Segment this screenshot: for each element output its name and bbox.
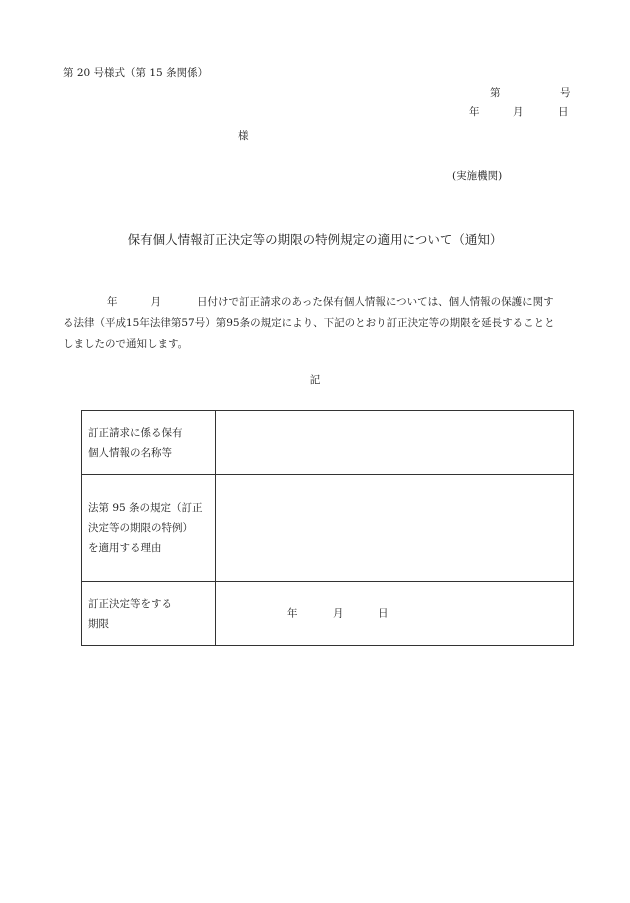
detail-table — [81, 410, 574, 646]
row-value-cell — [216, 411, 574, 475]
issuing-agency: (実施機関) — [452, 170, 503, 182]
body-line-2: る法律（平成15年法律第57号）第95条の規定により、下記のとおり訂正決定等の期限を延長することと — [63, 317, 555, 329]
table-row — [82, 475, 574, 582]
row-label: 法第 95 条の規定（訂正 決定等の期限の特例） を適用する理由 — [88, 502, 203, 554]
row-label: 訂正請求に係る保有 個人情報の名称等 — [88, 426, 183, 459]
ki-marker: 記 — [309, 374, 321, 386]
body-line-3: しましたので通知します。 — [63, 338, 189, 350]
table-row — [82, 582, 574, 646]
header-date-day: 日 — [558, 106, 569, 118]
body-date-month: 月 — [150, 296, 161, 308]
table-row — [82, 411, 574, 475]
body-text — [63, 292, 578, 355]
row-value-cell — [216, 475, 574, 582]
deadline-month: 月 — [333, 607, 344, 620]
header-date-year: 年 — [469, 106, 480, 118]
body-line-1-text: 日付けで訂正請求のあった保有個人情報については、個人情報の保護に関す — [197, 296, 554, 308]
deadline-date — [216, 582, 573, 645]
deadline-day: 日 — [378, 607, 389, 620]
row-label-cell — [82, 475, 216, 582]
row-label: 訂正決定等をする 期限 — [88, 597, 172, 630]
row-label-cell — [82, 582, 216, 646]
row-label-cell — [82, 411, 216, 475]
body-date-year: 年 — [107, 296, 118, 308]
body-line-1 — [63, 292, 578, 313]
doc-number-prefix: 第 — [490, 87, 501, 99]
document-title: 保有個人情報訂正決定等の期限の特例規定の適用について（通知） — [127, 232, 503, 247]
form-number: 第 20 号様式（第 15 条関係） — [63, 67, 209, 79]
recipient-suffix: 様 — [238, 130, 249, 142]
row-value-cell — [216, 582, 574, 646]
header-date-month: 月 — [513, 106, 524, 118]
doc-number-suffix: 号 — [560, 87, 571, 99]
deadline-year: 年 — [287, 607, 298, 620]
